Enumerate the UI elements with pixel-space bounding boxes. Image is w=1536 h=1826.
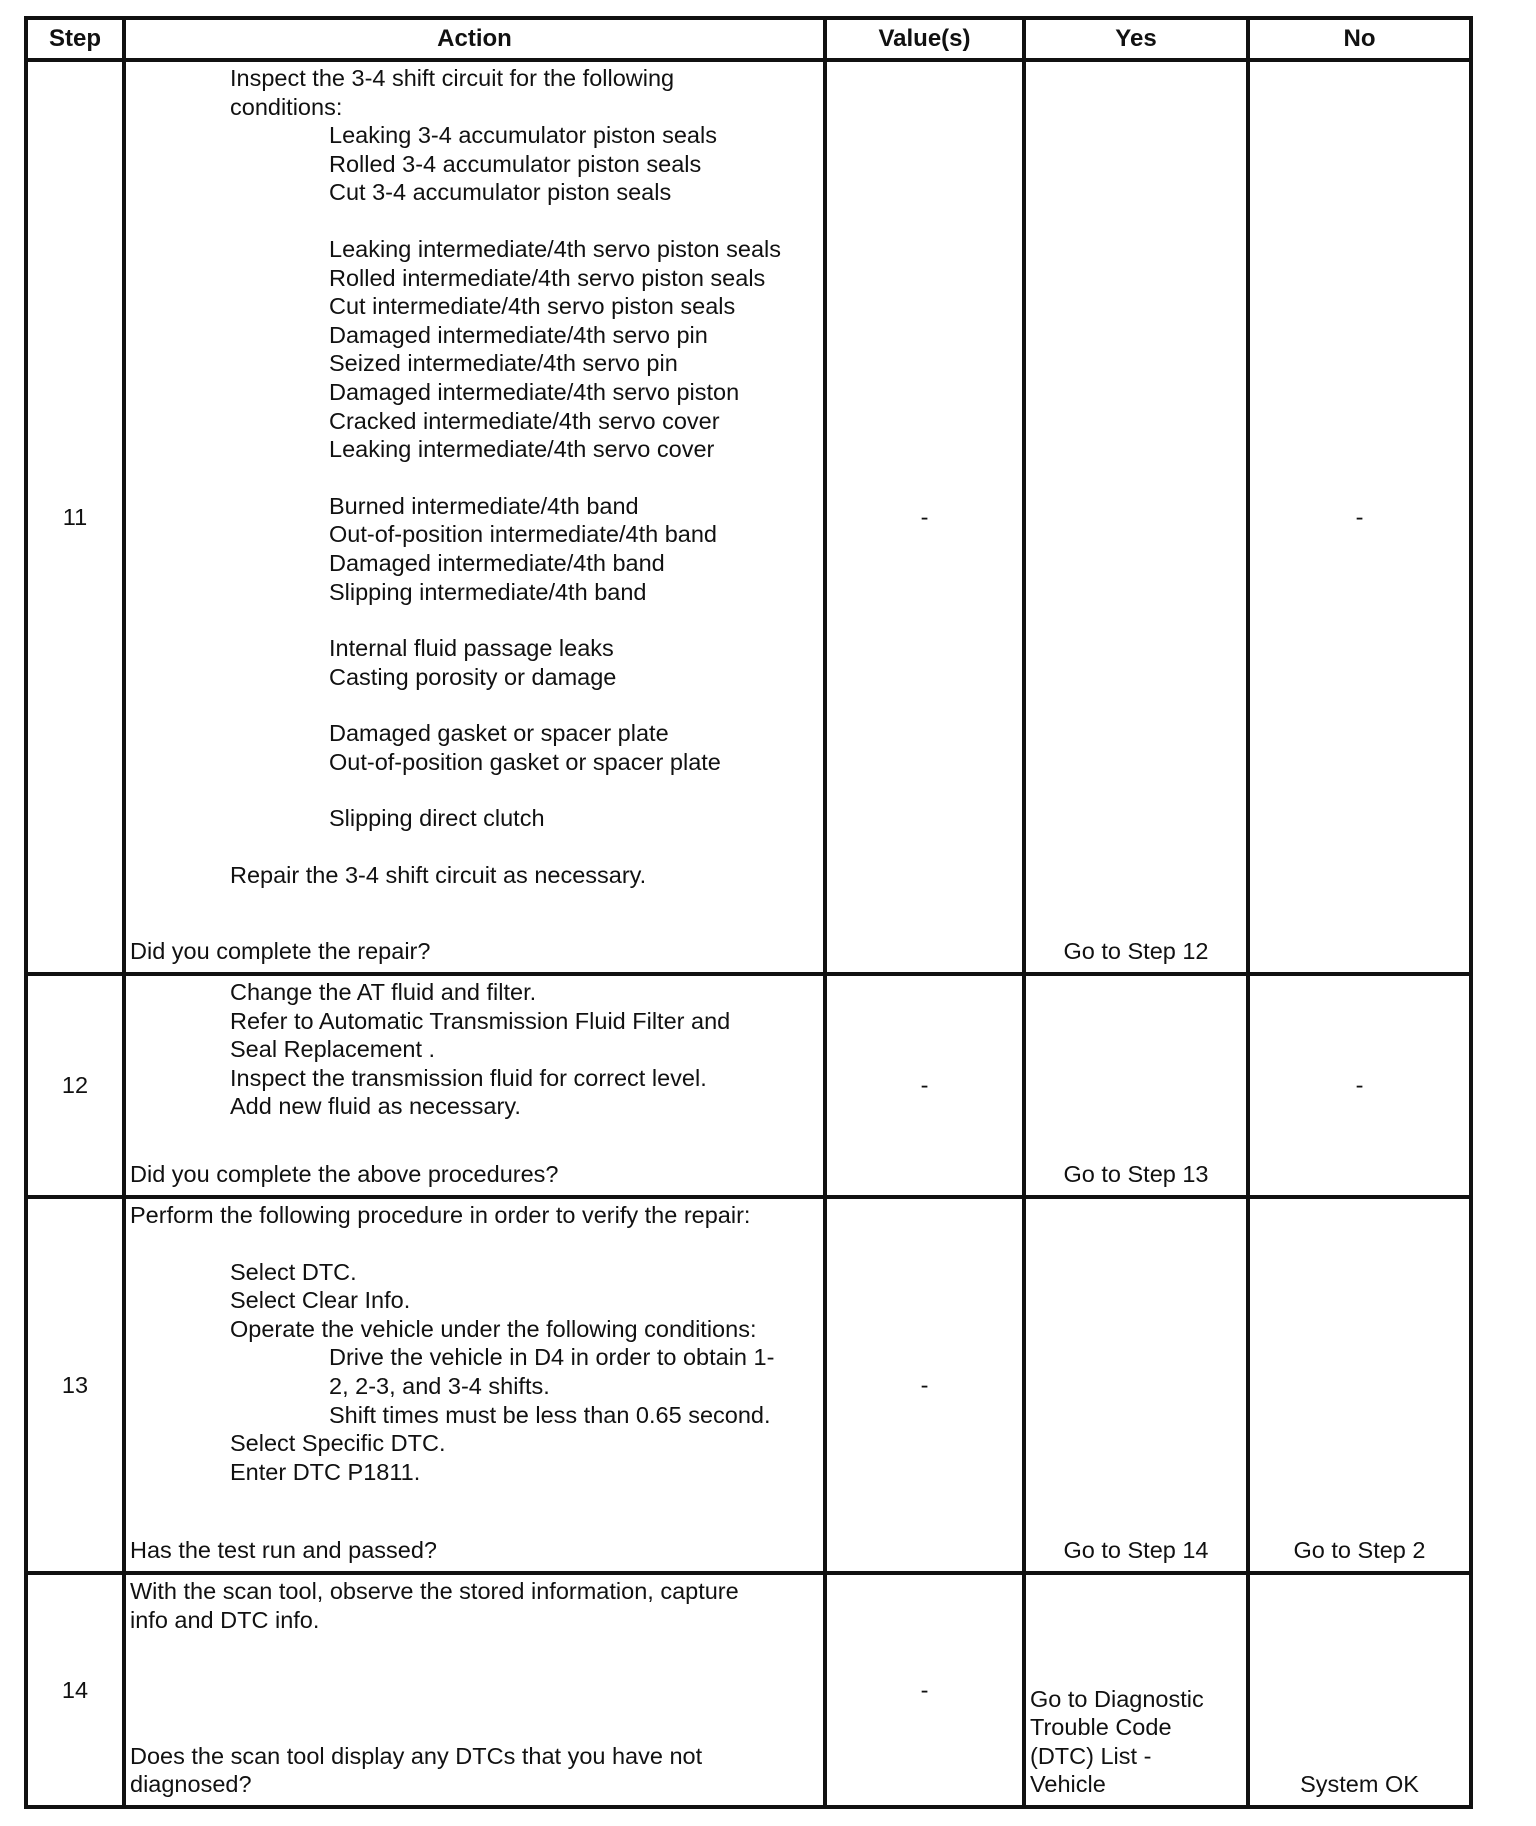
table-row-step-13 [26, 1197, 1471, 1573]
yes-action: Go to Step 13 [1063, 1161, 1209, 1188]
action-line: With the scan tool, observe the stored information, capture [130, 1578, 739, 1604]
condition-item: Seized intermediate/4th servo pin [329, 350, 678, 377]
yes-cell [1024, 60, 1248, 974]
no-cell [1248, 1197, 1471, 1573]
condition-item: 2, 2-3, and 3-4 shifts. [329, 1372, 550, 1399]
diagnostic-table [24, 16, 1473, 1809]
step-question: Has the test run and passed? [130, 1537, 438, 1564]
action-line: conditions: [230, 93, 343, 120]
condition-item: Damaged intermediate/4th servo pin [329, 321, 708, 348]
step-question: Did you complete the repair? [130, 938, 431, 965]
no-cell [1248, 1573, 1471, 1807]
header-action: Action [124, 18, 825, 60]
action-cell [124, 1197, 825, 1573]
value-cell: - [825, 1573, 1024, 1807]
yes-action [1030, 1685, 1204, 1799]
yes-line: Trouble Code [1030, 1714, 1172, 1741]
condition-item: Damaged intermediate/4th servo piston [329, 378, 740, 405]
table-row-step-11 [26, 60, 1471, 974]
action-line: Inspect the transmission fluid for correct level. [230, 1064, 707, 1091]
condition-item: Rolled 3-4 accumulator piston seals [329, 150, 702, 177]
condition-item: Leaking intermediate/4th servo piston seals [329, 235, 781, 262]
yes-cell [1024, 1573, 1248, 1807]
step-number: 13 [26, 1197, 124, 1573]
table-row-step-14 [26, 1573, 1471, 1807]
condition-item: Cut intermediate/4th servo piston seals [329, 293, 736, 320]
condition-item: Damaged gasket or spacer plate [329, 720, 669, 747]
action-line: Enter DTC P1811. [230, 1458, 421, 1485]
table-row-step-12 [26, 974, 1471, 1197]
action-line: Add new fluid as necessary. [230, 1093, 521, 1120]
repair-instruction: Repair the 3-4 shift circuit as necessary. [230, 862, 647, 889]
no-cell: - [1248, 974, 1471, 1197]
question-line: diagnosed? [130, 1771, 252, 1798]
yes-line: Vehicle [1030, 1771, 1106, 1798]
action-line: Select Clear Info. [230, 1287, 411, 1314]
action-line: Select DTC. [230, 1258, 357, 1285]
action-cell [124, 1573, 825, 1807]
action-line: Seal Replacement . [230, 1036, 436, 1063]
condition-item: Cracked intermediate/4th servo cover [329, 407, 720, 434]
yes-line: Go to Diagnostic [1030, 1685, 1204, 1712]
header-yes: Yes [1024, 18, 1248, 60]
no-action: Go to Step 2 [1293, 1537, 1426, 1564]
header-row [26, 18, 1471, 60]
step-question: Did you complete the above procedures? [130, 1161, 559, 1188]
yes-cell [1024, 1197, 1248, 1573]
action-line: Operate the vehicle under the following conditions: [230, 1315, 757, 1342]
value-cell: - [825, 1197, 1024, 1573]
condition-item: Shift times must be less than 0.65 second. [329, 1401, 771, 1428]
condition-item: Internal fluid passage leaks [329, 635, 614, 662]
action-line: Refer to Automatic Transmission Fluid Filter and [230, 1007, 731, 1034]
action-line: Change the AT fluid and filter. [230, 979, 537, 1005]
condition-item: Leaking 3-4 accumulator piston seals [329, 122, 717, 149]
question-line: Does the scan tool display any DTCs that you have not [130, 1742, 703, 1769]
value-cell: - [825, 974, 1024, 1197]
header-step: Step [26, 18, 124, 60]
condition-item: Damaged intermediate/4th band [329, 549, 665, 576]
yes-action: Go to Step 12 [1063, 938, 1209, 965]
condition-item: Slipping direct clutch [329, 805, 545, 832]
action-cell [124, 974, 825, 1197]
step-number: 14 [26, 1573, 124, 1807]
condition-item: Rolled intermediate/4th servo piston seals [329, 264, 766, 291]
step-question [130, 1742, 702, 1799]
condition-item: Casting porosity or damage [329, 663, 617, 690]
condition-item: Drive the vehicle in D4 in order to obtain 1- [329, 1344, 775, 1371]
action-line: Select Specific DTC. [230, 1430, 446, 1457]
yes-action: Go to Step 14 [1063, 1537, 1209, 1564]
header-values: Value(s) [825, 18, 1024, 60]
condition-item: Out-of-position gasket or spacer plate [329, 748, 721, 775]
condition-item: Leaking intermediate/4th servo cover [329, 436, 715, 463]
value-cell: - [825, 60, 1024, 974]
yes-cell [1024, 974, 1248, 1197]
condition-item: Out-of-position intermediate/4th band [329, 521, 717, 548]
condition-item: Burned intermediate/4th band [329, 492, 639, 519]
header-no: No [1248, 18, 1471, 60]
condition-item: Slipping intermediate/4th band [329, 578, 647, 605]
step-number: 11 [26, 60, 124, 974]
step-number: 12 [26, 974, 124, 1197]
no-action: System OK [1300, 1771, 1419, 1798]
action-line: Perform the following procedure in order to verify the repair: [130, 1202, 751, 1228]
condition-item: Cut 3-4 accumulator piston seals [329, 179, 672, 206]
action-line: Inspect the 3-4 shift circuit for the following [230, 65, 675, 91]
action-cell [124, 60, 825, 974]
yes-line: (DTC) List - [1030, 1742, 1152, 1769]
action-line: info and DTC info. [130, 1606, 320, 1633]
no-cell: - [1248, 60, 1471, 974]
